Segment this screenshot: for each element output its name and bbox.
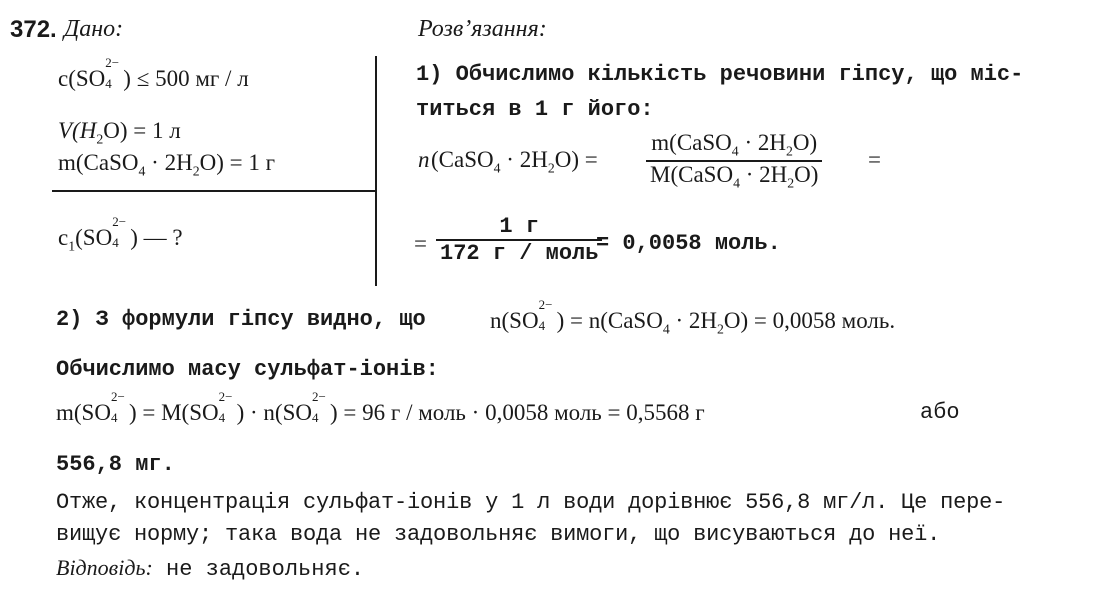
mass-formula: m(SO 2− 4 ) = M(SO 2− 4 ) · n(SO 2− 4 ) = 96 г / моль · 0,0058 моль = 0,5568 г — [56, 389, 705, 425]
mass-intro: Обчислимо масу сульфат-іонів: — [56, 357, 439, 382]
given-gypsum-mass: m(CaSO$_4$ · $2H_2O) = 1$ г — [58, 150, 276, 179]
problem-number: 372. — [10, 16, 57, 43]
given-horizontal-rule — [52, 190, 376, 192]
mass-mg: 556,8 мг. — [56, 452, 175, 477]
step2-text: 2) З формули гіпсу видно, що — [56, 307, 426, 332]
given-water-volume: $V(H_2O) = 1$ л — [58, 118, 181, 147]
mass-or: або — [920, 400, 960, 425]
step1-line1: 1) Обчислимо кількість речовини гіпсу, що міс- — [416, 62, 1024, 87]
given-vertical-rule — [375, 56, 377, 286]
step2-formula: n(SO 2− 4 ) = n(CaSO$_4$ · $2H_2O) = 0,0058$ моль. — [490, 297, 896, 337]
given-concentration-limit: c(SO 2− 4 ) ≤ 500 мг / л — [58, 55, 249, 91]
solution-label: Розв’язання: — [418, 16, 547, 42]
answer-text: не задовольняє. — [152, 557, 365, 582]
equals-sign: = — [868, 147, 881, 172]
step1-line2: титься в 1 г його: — [416, 97, 654, 122]
given-label: Дано: — [64, 16, 124, 42]
conclusion-line1: Отже, концентрація сульфат-іонів у 1 л води дорівнює 556,8 мг/л. Це пере- — [56, 490, 1006, 515]
conclusion-line2: вищує норму; така вода не задовольняє вимоги, що висуваються до неї. — [56, 522, 941, 547]
find-concentration: $c_1(SO$ 2− 4 ) — ? — [58, 214, 183, 254]
moles-lhs: (CaSO$_4$ · $2H_2O$) = — [431, 147, 598, 176]
answer-label: Відповідь: — [56, 555, 153, 580]
answer-line — [56, 555, 364, 582]
numeric-fraction: $\frac{1 г}{\text{172 г / моль}}$ — [436, 214, 602, 266]
eq2-prefix: = — [414, 231, 427, 256]
moles-fraction: $\frac{m(CaSO_4 \cdot 2H_2O)}{M(CaSO_4 \cdot 2H_2O)}$ — [646, 130, 822, 191]
moles-result: = 0,0058 моль. — [596, 231, 781, 256]
moles-formula: n — [418, 147, 430, 172]
